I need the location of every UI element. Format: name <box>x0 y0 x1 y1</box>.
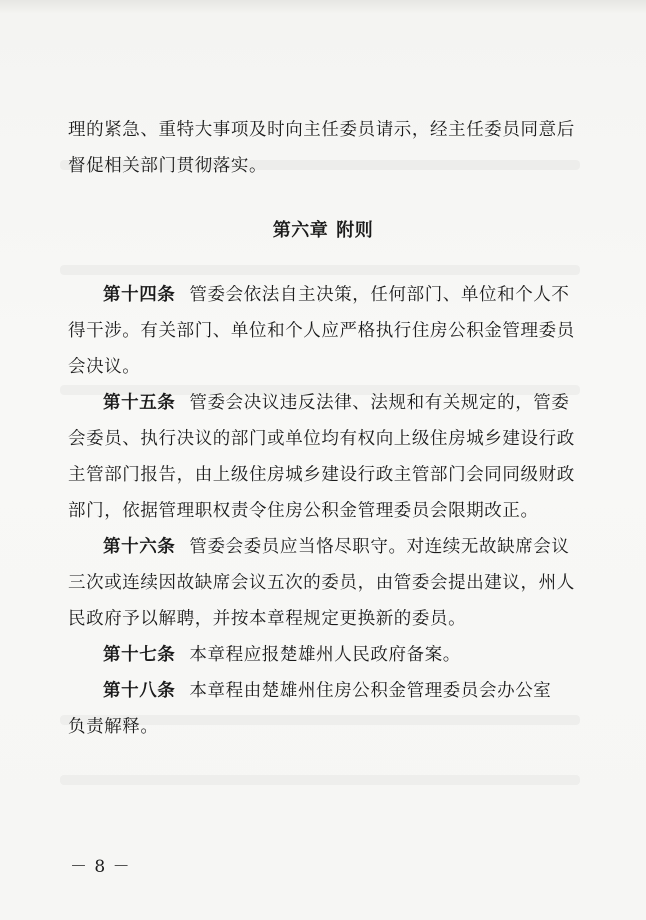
chapter-number: 第六章 <box>272 220 329 241</box>
page-number: － 8 － <box>70 857 131 877</box>
article-label: 第十七条 <box>103 645 176 665</box>
text-line: 督促相关部门贯彻落实。 <box>68 156 268 176</box>
scan-top-edge <box>0 0 646 14</box>
chapter-title: 附则 <box>336 220 374 241</box>
text-line: 管委会委员应当恪尽职守。对连续无故缺席会议 <box>189 537 570 557</box>
text-line: 管委会决议违反法律、法规和有关规定的，管委 <box>189 393 570 413</box>
text-line: 部门，依据管理职权责令住房公积金管理委员会限期改正。 <box>68 501 539 521</box>
article-label: 第十五条 <box>103 393 176 413</box>
text-line: 本章程由楚雄州住房公积金管理委员会办公室 <box>189 681 552 701</box>
text-line: 理的紧急、重特大事项及时向主任委员请示，经主任委员同意后 <box>68 120 575 140</box>
article-label: 第十四条 <box>103 285 176 305</box>
text-line: 本章程应报楚雄州人民政府备案。 <box>189 645 461 665</box>
text-line: 会决议。 <box>68 357 141 377</box>
text-line: 主管部门报告，由上级住房城乡建设行政主管部门会同同级财政 <box>68 465 575 485</box>
show-through-mark <box>60 775 580 785</box>
text-line: 负责解释。 <box>68 717 159 737</box>
article-label: 第十六条 <box>103 537 176 557</box>
text-line: 民政府予以解聘，并按本章程规定更换新的委员。 <box>68 609 467 629</box>
article-15 <box>68 385 578 529</box>
text-line: 得干涉。有关部门、单位和个人应严格执行住房公积金管理委员 <box>68 321 575 341</box>
show-through-mark <box>60 265 580 275</box>
article-14 <box>68 277 578 385</box>
text-line: 会委员、执行决议的部门或单位均有权向上级住房城乡建设行政 <box>68 429 575 449</box>
chapter-heading <box>0 216 646 242</box>
article-17 <box>68 637 578 673</box>
article-18 <box>68 673 578 745</box>
article-16 <box>68 529 578 637</box>
text-line: 三次或连续因故缺席会议五次的委员，由管委会提出建议，州人 <box>68 573 575 593</box>
article-label: 第十八条 <box>103 681 176 701</box>
articles-body <box>68 277 578 745</box>
intro-paragraph <box>68 112 578 184</box>
text-line: 管委会依法自主决策，任何部门、单位和个人不 <box>189 285 570 305</box>
